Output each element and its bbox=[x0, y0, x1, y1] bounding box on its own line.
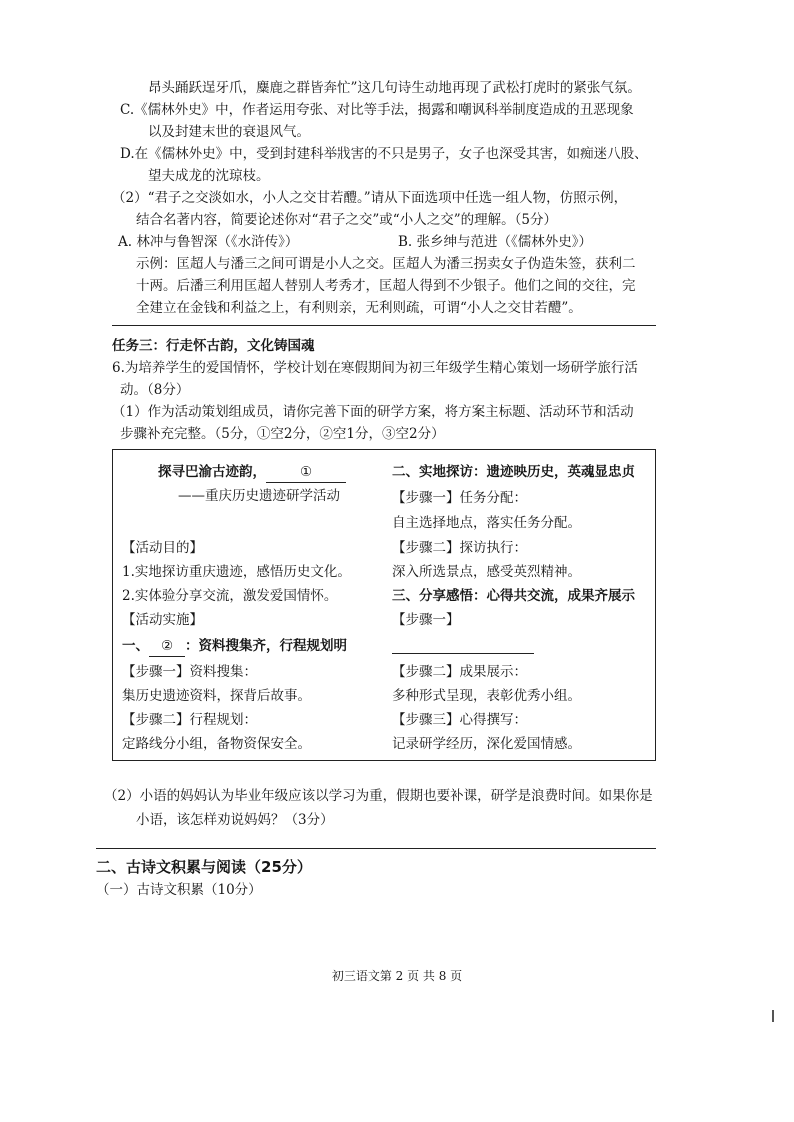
choice-b: B. 张乡绅与范进（《儒林外史》） bbox=[398, 234, 593, 250]
question-6: 6.为培养学生的爱国情怀，学校计划在寒假期间为初三年级学生精心策划一场研学旅行活 bbox=[112, 360, 638, 376]
divider bbox=[96, 848, 656, 849]
section-1-heading bbox=[122, 636, 347, 657]
scan-mark bbox=[772, 1010, 774, 1022]
section-1-prefix: 一、 bbox=[122, 638, 149, 654]
question-6-cont: 动。（8分） bbox=[120, 382, 190, 398]
step-detail: 记录研学经历，深化爱国情感。 bbox=[392, 736, 581, 752]
purpose-item: 2.实体验分享交流，激发爱国情怀。 bbox=[122, 588, 338, 604]
question-2: （2）“君子之交淡如水，小人之交甘若醴。”请从下面选项中任选一组人物，仿照示例， bbox=[112, 190, 628, 206]
divider bbox=[112, 325, 656, 326]
example-line: 示例：匡超人与潘三之间可谓是小人之交。匡超人为潘三拐卖女子伪造朱签，获利二 bbox=[136, 256, 636, 272]
step-detail: 多种形式呈现，表彰优秀小组。 bbox=[392, 688, 581, 704]
task3-heading: 任务三：行走怀古韵，文化铸国魂 bbox=[112, 338, 315, 354]
page-footer: 初三语文第 2 页 共 8 页 bbox=[331, 969, 463, 983]
section-2-heading: 二、实地探访：遗迹映历史，英魂显忠贞 bbox=[392, 464, 635, 480]
plan-title bbox=[158, 462, 346, 483]
option-c-cont: 以及封建末世的衰退风气。 bbox=[148, 124, 310, 140]
plan-title-text: 探寻巴渝古迹韵， bbox=[158, 464, 266, 480]
example-line: 十两。后潘三利用匡超人替别人考秀才，匡超人得到不少银子。他们之间的交往，完 bbox=[136, 278, 636, 294]
question-6-1-cont: 步骤补充完整。（5分，①空2分，②空1分，③空2分） bbox=[120, 426, 445, 442]
blank-3-line bbox=[392, 653, 534, 654]
step-label: 【步骤三】心得撰写： bbox=[392, 712, 527, 728]
section-1-title: ：资料搜集齐，行程规划明 bbox=[185, 638, 347, 654]
step-label: 【步骤二】探访执行： bbox=[392, 540, 527, 556]
text-line: 昂头踊跃逞牙爪，麋鹿之群皆奔忙”这几句诗生动地再现了武松打虎时的紧张气氛。 bbox=[148, 80, 641, 96]
choice-a: A. 林冲与鲁智深（《水浒传》） bbox=[118, 234, 299, 250]
purpose-heading: 【活动目的】 bbox=[122, 540, 203, 556]
step-label: 【步骤一】资料搜集： bbox=[122, 664, 257, 680]
step-label: 【步骤一】 bbox=[392, 612, 460, 628]
subsection-title: （一）古诗文积累（10分） bbox=[96, 882, 262, 898]
plan-subtitle: ——重庆历史遗迹研学活动 bbox=[178, 488, 340, 504]
section-2-title: 二、古诗文积累与阅读（25分） bbox=[96, 858, 312, 876]
option-d-cont: 望夫成龙的沈琼枝。 bbox=[148, 168, 270, 184]
example-line: 全建立在金钱和利益之上，有利则亲，无利则疏，可谓“小人之交甘若醴”。 bbox=[136, 300, 582, 316]
section-3-heading: 三、分享感悟：心得共交流，成果齐展示 bbox=[392, 588, 635, 604]
implementation-heading: 【活动实施】 bbox=[122, 612, 203, 628]
option-c: C.《儒林外史》中，作者运用夸张、对比等手法，揭露和嘲讽科举制度造成的丑恶现象 bbox=[120, 102, 634, 118]
step-label: 【步骤一】任务分配： bbox=[392, 490, 527, 506]
step-detail: 集历史遗迹资料，探背后故事。 bbox=[122, 688, 311, 704]
blank-2: ② bbox=[149, 636, 185, 657]
purpose-item: 1.实地探访重庆遗迹，感悟历史文化。 bbox=[122, 564, 351, 580]
question-6-1: （1）作为活动策划组成员，请你完善下面的研学方案，将方案主标题、活动环节和活动 bbox=[112, 404, 634, 420]
option-d: D.在《儒林外史》中，受到封建科举戕害的不只是男子，女子也深受其害，如痴迷八股、 bbox=[120, 146, 648, 162]
question-6-2: （2）小语的妈妈认为毕业年级应该以学习为重，假期也要补课，研学是浪费时间。如果你是 bbox=[104, 788, 653, 804]
step-label: 【步骤二】行程规划： bbox=[122, 712, 257, 728]
step-label: 【步骤二】成果展示： bbox=[392, 664, 527, 680]
step-detail: 自主选择地点，落实任务分配。 bbox=[392, 515, 581, 531]
step-detail: 深入所选景点，感受英烈精神。 bbox=[392, 564, 581, 580]
question-6-2-cont: 小语，该怎样劝说妈妈？（3分） bbox=[136, 812, 334, 828]
blank-1: ① bbox=[266, 462, 346, 483]
step-detail: 定路线分小组，备物资保安全。 bbox=[122, 736, 311, 752]
question-2-cont: 结合名著内容，简要论述你对“君子之交”或“小人之交”的理解。（5分） bbox=[136, 212, 557, 228]
